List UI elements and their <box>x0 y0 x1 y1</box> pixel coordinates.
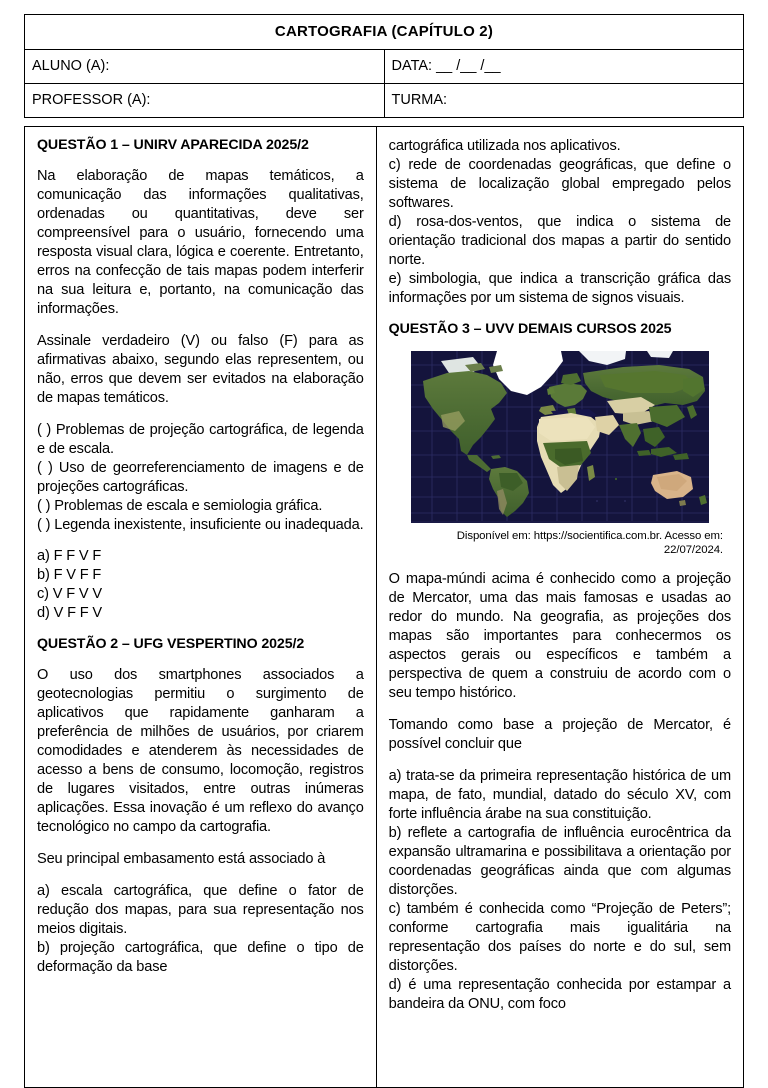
world-map-mercator-icon <box>411 351 709 523</box>
question-2-option-c[interactable]: c) rede de coordenadas geográficas, que define o sistema de localização global empregado pelos softwares. <box>388 156 731 211</box>
question-2-paragraph-1: O uso dos smartphones associados a geotecnologias permitiu o surgimento de aplicativos que rapidamente ganharam a preferência de milhões de usuários, por criarem comodidades e atenderem às necessidades de acesso a bens de consumo, locomoção, registros de lugares visitados, entre outras inúmeras aplicações. Essa inovação é um reflexo do avanço tecnológico no campo da cartografia. <box>37 667 364 836</box>
statement-item: ( ) Uso de georreferenciamento de imagens e de projeções cartográficas. <box>37 459 364 495</box>
question-2-option-a[interactable]: a) escala cartográfica, que define o fator de redução dos mapas, para sua representação nos meios digitais. <box>37 883 364 937</box>
question-1-paragraph-2: Assinale verdadeiro (V) ou falso (F) para as afirmativas abaixo, segundo elas representem, ou não, erros que devem ser evitados na elaboração de mapas temáticos. <box>37 332 364 406</box>
statement-item: ( ) Problemas de escala e semiologia gráfica. <box>37 497 323 514</box>
question-3-paragraph-2: Tomando como base a projeção de Mercator, é possível concluir que <box>388 717 731 752</box>
professor-label: PROFESSOR (A): <box>25 84 385 118</box>
option-item[interactable]: a) F F V F <box>37 548 102 565</box>
left-column <box>25 127 377 1087</box>
statement-item: ( ) Problemas de projeção cartográfica, de legenda e de escala. <box>37 421 364 457</box>
question-3-paragraph-1: O mapa-múndi acima é conhecido como a projeção de Mercator, uma das mais famosas e usadas ao redor do mundo. Na geografia, as projeções dos mapas são importantes para conhecermos os aspectos gerais ou específicos e também a perspectiva de quem a construiu de acordo com o seu tempo histórico. <box>388 571 731 702</box>
right-column <box>377 127 743 1087</box>
data-label: DATA: __ /__ /__ <box>384 50 744 84</box>
question-2-option-b[interactable]: b) projeção cartográfica, que define o tipo de deformação da base <box>37 939 364 975</box>
page-title: CARTOGRAFIA (CAPÍTULO 2) <box>25 15 744 50</box>
question-1-statements <box>37 421 364 535</box>
table-row-professor <box>25 84 744 118</box>
option-item[interactable]: b) F V F F <box>37 567 102 584</box>
student-header-table <box>24 14 744 118</box>
question-3-option-c[interactable]: c) também é conhecida como “Projeção de Peters”; conforme cartografia mais igualitária na representação dos países do norte e do sul, sem distorções. <box>388 900 731 974</box>
question-2-option-b-continued: cartográfica utilizada nos aplicativos. <box>388 138 621 154</box>
question-2-paragraph-2: Seu principal embasamento está associado à <box>37 851 326 868</box>
question-1-paragraph-1: Na elaboração de mapas temáticos, a comunicação das informações qualitativas, ordenadas ou quantitativas, deve ser compreensível para o usuário, fornecendo uma resposta visual clara, lógica e coerente. Entretanto, erros na confecção de tais mapas podem interferir na sua leitura e, portanto, na comunicação das informações. <box>37 168 364 317</box>
table-row-title <box>25 15 744 50</box>
question-2-option-e[interactable]: e) simbologia, que indica a transcrição gráfica das informações por um sistema de signos visuais. <box>388 270 731 306</box>
figure-caption: Disponível em: https://socientifica.com.br. Acesso em: 22/07/2024. <box>456 529 723 556</box>
statement-item: ( ) Legenda inexistente, insuficiente ou inadequada. <box>37 516 364 533</box>
question-3-title: QUESTÃO 3 – UVV DEMAIS CURSOS 2025 <box>388 320 672 337</box>
question-3-option-d[interactable]: d) é uma representação conhecida por estampar a bandeira da ONU, com foco <box>388 976 731 1012</box>
table-row-aluno <box>25 50 744 84</box>
question-3-option-a[interactable]: a) trata-se da primeira representação histórica de um mapa, de fato, mundial, datado do século XV, com forte influência árabe na sua constituição. <box>388 767 731 822</box>
option-item[interactable]: d) V F F V <box>37 605 102 622</box>
question-1-options <box>37 547 364 623</box>
question-2-option-d[interactable]: d) rosa-dos-ventos, que indica o sistema de orientação tradicional dos mapas a partir do sentido norte. <box>388 213 731 268</box>
aluno-label: ALUNO (A): <box>25 50 385 84</box>
question-1-title: QUESTÃO 1 – UNIRV APARECIDA 2025/2 <box>37 137 309 153</box>
option-item[interactable]: c) V F V V <box>37 586 102 603</box>
question-3-option-b[interactable]: b) reflete a cartografia de influência eurocêntrica da expansão ultramarina e possibilitava a orientação por coordenadas geográficas ainda que com algumas distorções. <box>388 824 731 898</box>
content-columns <box>24 126 744 1088</box>
question-2-title: QUESTÃO 2 – UFG VESPERTINO 2025/2 <box>37 636 305 653</box>
world-map-figure <box>389 351 731 523</box>
turma-label: TURMA: <box>384 84 744 118</box>
